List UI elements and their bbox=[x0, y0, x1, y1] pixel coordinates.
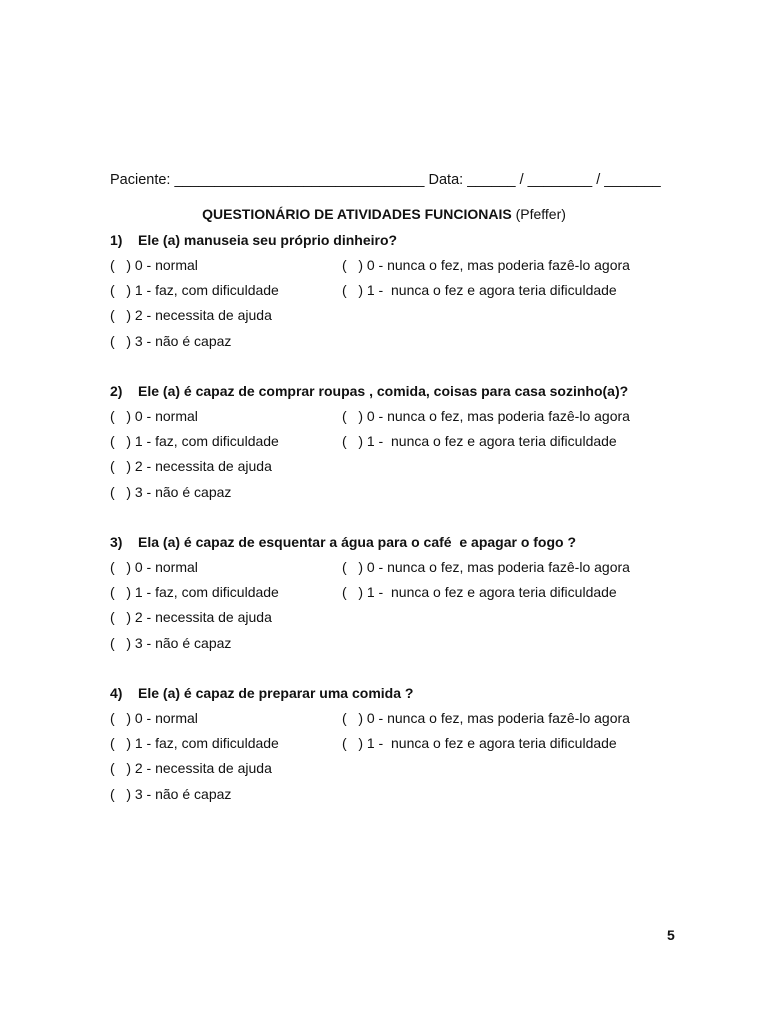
patient-date-line: Paciente: _______________________________ Data: ______ / ________ / _______ bbox=[110, 172, 661, 188]
option-row bbox=[110, 710, 710, 735]
question-title bbox=[110, 232, 710, 257]
option-left: ( ) 0 - normal bbox=[110, 710, 198, 726]
option-row bbox=[110, 635, 710, 660]
option-left: ( ) 1 - faz, com dificuldade bbox=[110, 584, 279, 601]
question-title bbox=[110, 534, 710, 559]
option-left: ( ) 2 - necessita de ajuda bbox=[110, 307, 272, 324]
option-row bbox=[110, 559, 710, 584]
page-number: 5 bbox=[667, 927, 675, 943]
option-row bbox=[110, 307, 710, 332]
option-row bbox=[110, 584, 710, 609]
option-row bbox=[110, 333, 710, 358]
option-right: ( ) 0 - nunca o fez, mas poderia fazê-lo agora bbox=[342, 408, 630, 424]
option-right: ( ) 1 - nunca o fez e agora teria dificuldade bbox=[342, 282, 617, 299]
option-right: ( ) 1 - nunca o fez e agora teria dificuldade bbox=[342, 584, 617, 601]
option-row bbox=[110, 408, 710, 433]
question-title bbox=[110, 685, 710, 710]
option-right: ( ) 0 - nunca o fez, mas poderia fazê-lo agora bbox=[342, 710, 630, 726]
question-text: Ele (a) é capaz de preparar uma comida ? bbox=[138, 685, 414, 701]
questionnaire-title bbox=[0, 206, 768, 222]
option-left: ( ) 0 - normal bbox=[110, 408, 198, 424]
question-number: 2) bbox=[110, 383, 123, 399]
option-row bbox=[110, 458, 710, 483]
question-title bbox=[110, 383, 710, 408]
option-row bbox=[110, 257, 710, 282]
question-text: Ele (a) é capaz de comprar roupas , comida, coisas para casa sozinho(a)? bbox=[138, 383, 629, 399]
option-left: ( ) 1 - faz, com dificuldade bbox=[110, 433, 279, 450]
question-2 bbox=[110, 383, 710, 509]
option-right: ( ) 0 - nunca o fez, mas poderia fazê-lo agora bbox=[342, 257, 630, 273]
option-row bbox=[110, 786, 710, 811]
option-left: ( ) 2 - necessita de ajuda bbox=[110, 458, 272, 475]
option-left: ( ) 3 - não é capaz bbox=[110, 483, 232, 500]
option-row bbox=[110, 433, 710, 458]
question-number: 3) bbox=[110, 534, 123, 550]
option-row bbox=[110, 735, 710, 760]
option-left: ( ) 3 - não é capaz bbox=[110, 634, 232, 651]
option-left: ( ) 0 - normal bbox=[110, 257, 198, 273]
option-left: ( ) 3 - não é capaz bbox=[110, 332, 232, 349]
question-4 bbox=[110, 685, 710, 811]
question-number: 4) bbox=[110, 685, 123, 701]
question-3 bbox=[110, 534, 710, 660]
option-right: ( ) 1 - nunca o fez e agora teria dificuldade bbox=[342, 735, 617, 752]
title-main: QUESTIONÁRIO DE ATIVIDADES FUNCIONAIS bbox=[202, 206, 512, 222]
question-text: Ela (a) é capaz de esquentar a água para o café e apagar o fogo ? bbox=[138, 534, 577, 550]
option-row bbox=[110, 760, 710, 785]
option-row bbox=[110, 609, 710, 634]
option-left: ( ) 2 - necessita de ajuda bbox=[110, 609, 272, 626]
option-row bbox=[110, 282, 710, 307]
option-left: ( ) 1 - faz, com dificuldade bbox=[110, 282, 279, 299]
option-left: ( ) 2 - necessita de ajuda bbox=[110, 760, 272, 777]
title-source: (Pfeffer) bbox=[511, 206, 566, 222]
option-left: ( ) 1 - faz, com dificuldade bbox=[110, 735, 279, 752]
option-right: ( ) 1 - nunca o fez e agora teria dificuldade bbox=[342, 433, 617, 450]
question-number: 1) bbox=[110, 232, 123, 248]
option-right: ( ) 0 - nunca o fez, mas poderia fazê-lo agora bbox=[342, 559, 630, 575]
question-1 bbox=[110, 232, 710, 358]
option-row bbox=[110, 484, 710, 509]
question-text: Ele (a) manuseia seu próprio dinheiro? bbox=[138, 232, 398, 248]
option-left: ( ) 3 - não é capaz bbox=[110, 785, 232, 802]
option-left: ( ) 0 - normal bbox=[110, 559, 198, 575]
